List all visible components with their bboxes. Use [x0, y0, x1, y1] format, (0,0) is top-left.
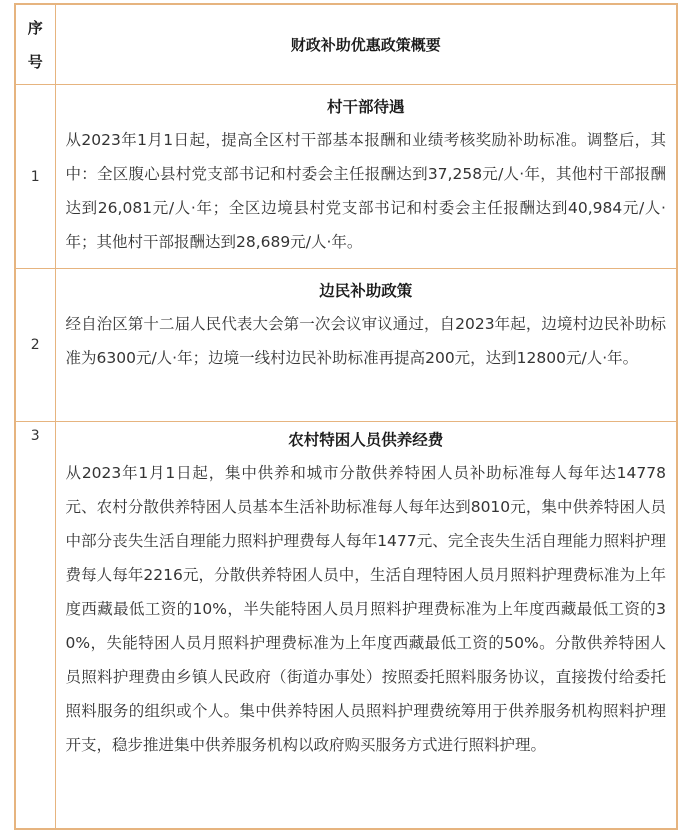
- table-header-row: [15, 4, 677, 85]
- row-title: 边民补助政策: [319, 282, 413, 300]
- row-content: [55, 85, 677, 269]
- row-number: 3: [15, 422, 55, 830]
- table-row: [15, 85, 677, 269]
- row-text: 从2023年1月1日起，集中供养和城市分散供养特困人员补助标准每人每年达14778元、农村分散供养特困人员基本生活补助标准每人每年达到8010元，集中供养特困人员中部分丧失生活自理能力照料护理费每人每年1477元、完全丧失生活自理能力照料护理费每人每年2216元，分散供养特困人员中，生活自理特困人员月照料护理费标准为上年度西藏最低工资的10%，半失能特困人员月照料护理费标准为上年度西藏最低工资的30%，失能特困人员月照料护理费标准为上年度西藏最低工资的50%。分散供养特困人员照料护理费由乡镇人民政府（街道办事处）按照委托照料服务协议，直接拨付给委托照料服务的组织或个人。集中供养特困人员照料护理费统筹用于供养服务机构照料护理开支，稳步推进集中供养服务机构以政府购买服务方式进行照料护理。: [65, 464, 666, 754]
- header-serial-number: [15, 4, 55, 85]
- row-number: 1: [15, 85, 55, 269]
- row-number: 2: [15, 269, 55, 422]
- table-row: [15, 422, 677, 830]
- header-serial-char-1: 序: [27, 18, 43, 37]
- policy-table: [14, 3, 678, 830]
- row-title: 农村特困人员供养经费: [288, 431, 444, 449]
- row-title: 村干部待遇: [326, 98, 405, 116]
- row-content: [55, 422, 677, 830]
- header-serial-char-2: 号: [27, 52, 43, 71]
- row-content: [55, 269, 677, 422]
- header-title: 财政补助优惠政策概要: [55, 4, 677, 85]
- row-text: 从2023年1月1日起，提高全区村干部基本报酬和业绩考核奖励补助标准。调整后，其中：全区腹心县村党支部书记和村委会主任报酬达到37,258元/人·年，其他村干部报酬达到26,081元/人·年；全区边境县村党支部书记和村委会主任报酬达到40,984元/人·年；其他村干部报酬达到28,689元/人·年。: [65, 131, 666, 251]
- row-text: 经自治区第十二届人民代表大会第一次会议审议通过，自2023年起，边境村边民补助标准为6300元/人·年；边境一线村边民补助标准再提高200元，达到12800元/人·年。: [65, 315, 666, 367]
- table-row: [15, 269, 677, 422]
